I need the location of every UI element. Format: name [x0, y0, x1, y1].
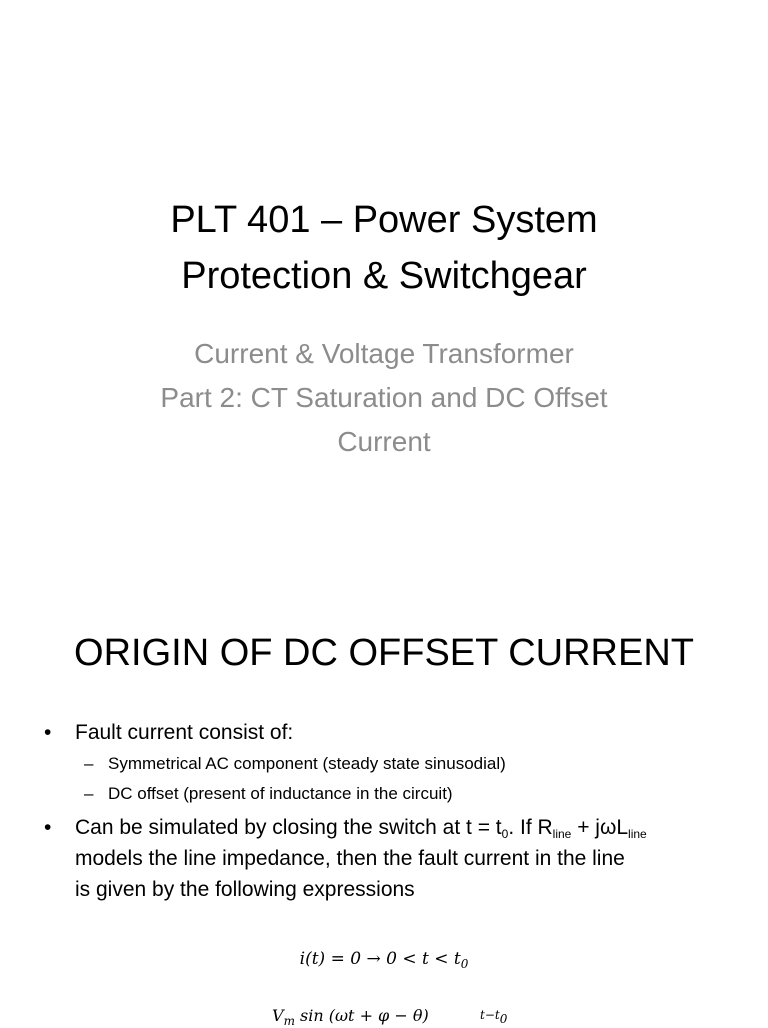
sub-bullet-item	[84, 781, 724, 807]
bullet-item	[44, 812, 734, 905]
dash-icon: –	[84, 784, 94, 803]
title-line-1: PLT 401 – Power System	[170, 199, 598, 241]
dash-icon: –	[84, 754, 94, 773]
bullet-icon: •	[44, 721, 52, 744]
slide-heading: ORIGIN OF DC OFFSET CURRENT	[74, 632, 694, 674]
bullet-text: Can be simulated by closing the switch at $t = t_0$. If $R_{line} + j\omega L_{line}$ models the line impedance, then the fault current in the line is given by the following expressions	[75, 816, 647, 901]
subtitle-line-2: Part 2: CT Saturation and DC Offset	[160, 382, 608, 413]
subtitle-line-1: Current & Voltage Transformer	[194, 338, 574, 369]
slide-title	[0, 192, 768, 304]
slide-subtitle	[0, 332, 768, 464]
title-line-2: Protection & Switchgear	[181, 255, 587, 297]
bullet-text: Fault current consist of:	[75, 721, 294, 744]
equation-1: $i(t) = 0 \to 0 < t < t_0$	[299, 949, 469, 971]
bullet-item	[44, 717, 734, 748]
sub-bullet-text: Symmetrical AC component (steady state sinusodial)	[108, 754, 506, 773]
content-slide: ORIGIN OF DC OFFSET CURRENT • Fault current consist of: – Symmetrical AC component (steady state sinusodial) – DC offset (present of inductance in the circuit) • Can be simulated by closing the switch at $t = t_0$. If $R_{line} + j\omega L_{line}$ models the line impedance, then the fault current in the line is given by the following expressions $i(t) = 0 \to 0 < t < t_0$ $V_m$ sin (ωt + φ − θ) $t-t_0$	[0, 560, 768, 1024]
sub-bullet-item	[84, 751, 724, 777]
sub-bullet-text: DC offset (present of inductance in the circuit)	[108, 784, 453, 803]
subtitle-line-3: Current	[337, 426, 431, 457]
bullet-icon: •	[44, 816, 52, 839]
